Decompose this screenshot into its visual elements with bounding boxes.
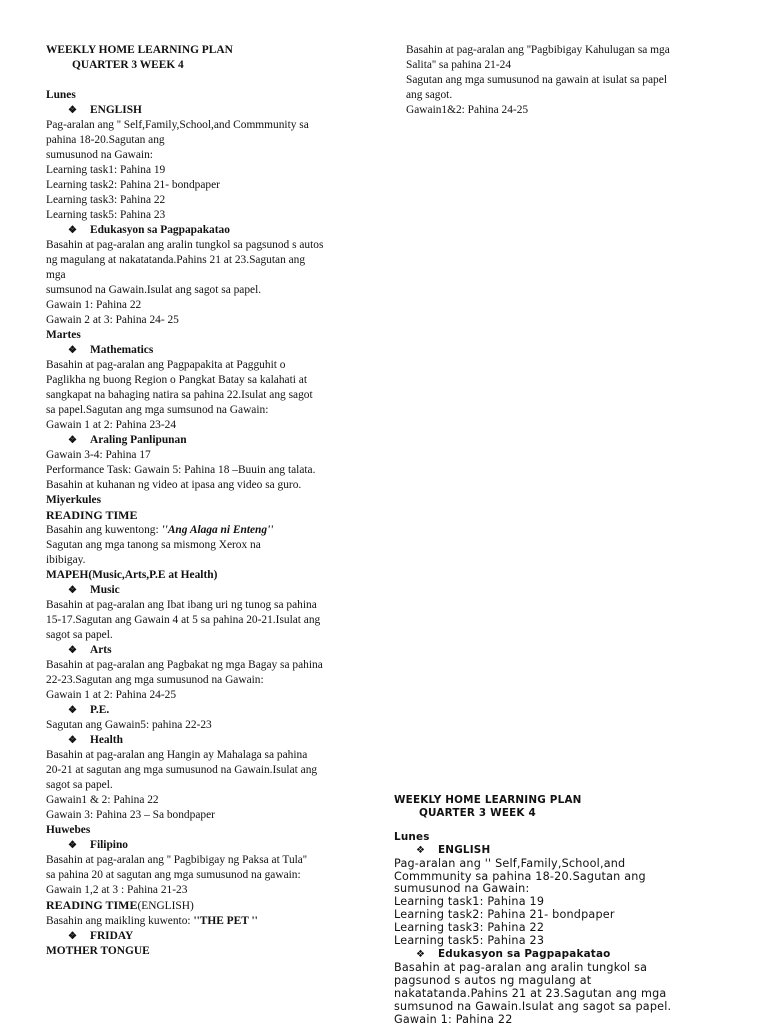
subject-heading-esp: ❖ Edukasyon sa Pagpapakatao xyxy=(46,223,366,238)
subject-heading-ap: ❖ Araling Panlipunan xyxy=(46,433,366,448)
text-line: Learning task1: Pahina 19 xyxy=(394,896,724,909)
text-line: pagsunod s autos ng magulang at xyxy=(394,975,724,988)
text-line: Basahin at pag-aralan ang ''Pagbibigay Kahulugan sa mga xyxy=(406,43,736,58)
text-line: sumsunod na Gawain.Isulat ang sagot sa papel. xyxy=(394,1001,724,1014)
text-line: nakatatanda.Pahins 21 at 23.Sagutan ang mga xyxy=(394,988,724,1001)
text-line: Basahin at pag-aralan ang aralin tungkol sa pagsunod s autos xyxy=(46,238,366,253)
text-line: Salita'' sa pahina 21-24 xyxy=(406,58,736,73)
inset-subtitle: QUARTER 3 WEEK 4 xyxy=(394,807,724,820)
text-line: Learning task2: Pahina 21- bondpaper xyxy=(46,178,366,193)
text-line: 20-21 at sagutan ang mga sumusunod na Gawain.Isulat ang xyxy=(46,763,366,778)
story-title: ''Ang Alaga ni Enteng'' xyxy=(161,524,273,536)
text-line: mga xyxy=(46,268,366,283)
day-heading-lunes: Lunes xyxy=(46,88,366,103)
text-line: 22-23.Sagutan ang mga sumusunod na Gawain: xyxy=(46,673,366,688)
inset-subject-english: ❖ ENGLISH xyxy=(394,844,724,858)
pet-story-title: ''THE PET '' xyxy=(193,915,257,927)
text-line: Learning task5: Pahina 23 xyxy=(394,935,724,948)
reading-time-english-heading: READING TIME(ENGLISH) xyxy=(46,898,366,914)
ap-lines xyxy=(46,448,366,493)
text-line: Gawain 1: Pahina 22 xyxy=(394,1014,724,1026)
subject-heading-music: ❖ Music xyxy=(46,583,366,598)
diamond-bullet-icon: ❖ xyxy=(68,223,90,238)
inset-title: WEEKLY HOME LEARNING PLAN xyxy=(394,794,724,807)
text-line: Learning task2: Pahina 21- bondpaper xyxy=(394,909,724,922)
day-heading-martes: Martes xyxy=(46,328,366,343)
mapeh-heading: MAPEH(Music,Arts,P.E at Health) xyxy=(46,568,366,583)
text-line: sagot sa papel. xyxy=(46,778,366,793)
text-line: sumusunod na Gawain: xyxy=(46,148,366,163)
text-line: Learning task3: Pahina 22 xyxy=(46,193,366,208)
english-lines xyxy=(46,118,366,223)
subject-heading-pe: ❖ P.E. xyxy=(46,703,366,718)
day-heading-miyerkules: Miyerkules xyxy=(46,493,366,508)
text-line: Gawain1&2: Pahina 24-25 xyxy=(406,103,736,118)
text-line: Learning task1: Pahina 19 xyxy=(46,163,366,178)
text-line: Gawain1 & 2: Pahina 22 xyxy=(46,793,366,808)
right-column xyxy=(406,43,736,118)
diamond-bullet-icon: ❖ xyxy=(416,845,438,858)
pet-story-line: Basahin ang maikling kuwento: ''THE PET '' xyxy=(46,914,366,929)
diamond-bullet-icon: ❖ xyxy=(68,703,90,718)
text-line: Basahin at kuhanan ng video at ipasa ang video sa guro. xyxy=(46,478,366,493)
diamond-bullet-icon: ❖ xyxy=(68,733,90,748)
text-line: Basahin at pag-aralan ang '' Pagbibigay ng Paksa at Tula'' xyxy=(46,853,366,868)
document-subtitle: QUARTER 3 WEEK 4 xyxy=(46,58,366,73)
text-line: sa papel.Sagutan ang mga sumsunod na Gawain: xyxy=(46,403,366,418)
subject-heading-health: ❖ Health xyxy=(46,733,366,748)
text-line: ibibigay. xyxy=(46,553,366,568)
text-line: Commmunity sa pahina 18-20.Sagutan ang xyxy=(394,871,724,884)
left-column xyxy=(46,43,366,959)
text-line: sangkapat na bahaging natira sa pahina 22.Isulat ang sagot xyxy=(46,388,366,403)
subject-heading-math: ❖ Mathematics xyxy=(46,343,366,358)
text-line: Gawain 3-4: Pahina 17 xyxy=(46,448,366,463)
math-lines xyxy=(46,358,366,433)
text-line: Gawain 1 at 2: Pahina 23-24 xyxy=(46,418,366,433)
inset-day-lunes: Lunes xyxy=(394,831,724,844)
document-title: WEEKLY HOME LEARNING PLAN xyxy=(46,43,366,58)
text-line: Basahin at pag-aralan ang Pagbakat ng mga Bagay sa pahina xyxy=(46,658,366,673)
subject-heading-filipino: ❖ Filipino xyxy=(46,838,366,853)
text-line: ang sagot. xyxy=(406,88,736,103)
text-line: Gawain 2 at 3: Pahina 24- 25 xyxy=(46,313,366,328)
text-line: pahina 18-20.Sagutan ang xyxy=(46,133,366,148)
inset-subject-esp: ❖ Edukasyon sa Pagpapakatao xyxy=(394,948,724,962)
text-line: Basahin at pag-aralan ang aralin tungkol sa xyxy=(394,962,724,975)
text-line: Pag-aralan ang '' Self,Family,School,and xyxy=(394,858,724,871)
text-line: ng magulang at nakatatanda.Pahins 21 at 23.Sagutan ang xyxy=(46,253,366,268)
story-line: Basahin ang kuwentong: ''Ang Alaga ni Enteng'' xyxy=(46,523,366,538)
day-heading-huwebes: Huwebes xyxy=(46,823,366,838)
diamond-bullet-icon: ❖ xyxy=(68,643,90,658)
text-line: Learning task3: Pahina 22 xyxy=(394,922,724,935)
diamond-bullet-icon: ❖ xyxy=(68,838,90,853)
subject-heading-english: ❖ ENGLISH xyxy=(46,103,366,118)
diamond-bullet-icon: ❖ xyxy=(68,929,90,944)
text-line: Gawain 1 at 2: Pahina 24-25 xyxy=(46,688,366,703)
mother-tongue-heading: MOTHER TONGUE xyxy=(46,944,366,959)
text-line: Gawain 3: Pahina 23 – Sa bondpaper xyxy=(46,808,366,823)
diamond-bullet-icon: ❖ xyxy=(68,343,90,358)
text-line: Basahin at pag-aralan ang Hangin ay Mahalaga sa pahina xyxy=(46,748,366,763)
text-line: sa pahina 20 at sagutan ang mga sumusunod na gawain: xyxy=(46,868,366,883)
diamond-bullet-icon: ❖ xyxy=(68,583,90,598)
text-line: Sagutan ang Gawain5: pahina 22-23 xyxy=(46,718,366,733)
text-line: Pag-aralan ang '' Self,Family,School,and Commmunity sa xyxy=(46,118,366,133)
text-line: sumusunod na Gawain: xyxy=(394,883,724,896)
text-line: Basahin at pag-aralan ang Pagpapakita at Pagguhit o xyxy=(46,358,366,373)
text-line: Sagutan ang mga sumusunod na gawain at isulat sa papel xyxy=(406,73,736,88)
text-line: Paglikha ng buong Region o Pangkat Batay sa kalahati at xyxy=(46,373,366,388)
page-preview-inset xyxy=(394,794,724,1026)
text-line: sumsunod na Gawain.Isulat ang sagot sa papel. xyxy=(46,283,366,298)
text-line: Learning task5: Pahina 23 xyxy=(46,208,366,223)
esp-lines xyxy=(46,238,366,328)
diamond-bullet-icon: ❖ xyxy=(68,433,90,448)
diamond-bullet-icon: ❖ xyxy=(416,949,438,962)
diamond-bullet-icon: ❖ xyxy=(68,103,90,118)
text-line: Gawain 1: Pahina 22 xyxy=(46,298,366,313)
text-line: Basahin at pag-aralan ang Ibat ibang uri ng tunog sa pahina xyxy=(46,598,366,613)
reading-time-heading: READING TIME xyxy=(46,508,366,523)
text-line: sagot sa papel. xyxy=(46,628,366,643)
text-line: Gawain 1,2 at 3 : Pahina 21-23 xyxy=(46,883,366,898)
text-line: Performance Task: Gawain 5: Pahina 18 –Buuin ang talata. xyxy=(46,463,366,478)
subject-heading-friday: ❖ FRIDAY xyxy=(46,929,366,944)
subject-heading-arts: ❖ Arts xyxy=(46,643,366,658)
text-line: Sagutan ang mga tanong sa mismong Xerox na xyxy=(46,538,366,553)
text-line: 15-17.Sagutan ang Gawain 4 at 5 sa pahina 20-21.Isulat ang xyxy=(46,613,366,628)
